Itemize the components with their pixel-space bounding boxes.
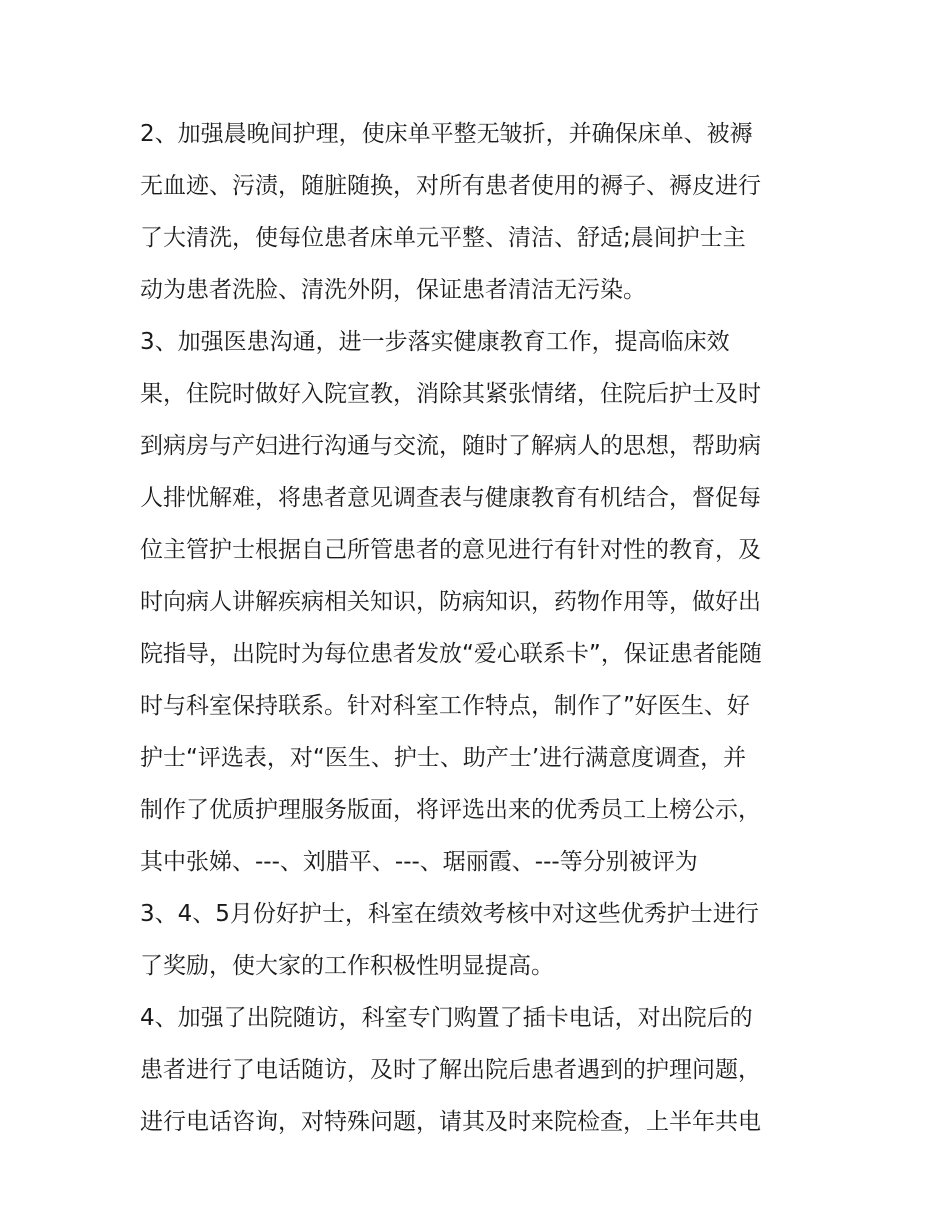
text-line: 4、加强了出院随访，科室专门购置了插卡电话，对出院后的 [140, 1005, 753, 1031]
text-line: 3、加强医患沟通，进一步落实健康教育工作，提高临床效 [140, 329, 730, 355]
text-line: 人排忧解难，将患者意见调查表与健康教育有机结合，督促每 [140, 485, 761, 511]
text-line: 无血迹、污渍，随脏随换，对所有患者使用的褥子、褥皮进行 [140, 173, 761, 199]
text-line: 2、加强晨晚间护理，使床单平整无皱折，并确保床单、被褥 [140, 121, 753, 147]
text-line: 时向病人讲解疾病相关知识，防病知识，药物作用等，做好出 [140, 589, 761, 615]
text-line: 位主管护士根据自己所管患者的意见进行有针对性的教育，及 [140, 537, 761, 563]
text-line: 制作了优质护理服务版面，将评选出来的优秀员工上榜公示， [140, 797, 761, 823]
text-line: 动为患者洗脸、清洗外阴，保证患者清洁无污染。 [140, 277, 646, 303]
text-line: 到病房与产妇进行沟通与交流，随时了解病人的思想，帮助病 [140, 433, 761, 459]
text-line: 时与科室保持联系。针对科室工作特点，制作了”好医生、好 [140, 693, 750, 719]
text-line: 其中张娣、---、刘腊平、---、琚丽霞、---等分别被评为 [140, 849, 698, 875]
text-line: 进行电话咨询，对特殊问题，请其及时来院检查，上半年共电 [140, 1109, 761, 1135]
text-line: 了大清洗，使每位患者床单元平整、清洁、舒适;晨间护士主 [140, 225, 746, 251]
text-line: 院指导，出院时为每位患者发放“爱心联系卡”，保证患者能随 [140, 641, 762, 667]
text-line: 果，住院时做好入院宣教，消除其紧张情绪，住院后护士及时 [140, 381, 761, 407]
text-line: 3、4、5月份好护士，科室在绩效考核中对这些优秀护士进行 [140, 901, 759, 927]
text-line: 护士“评选表，对“医生、护士、助产士’进行满意度调查，并 [140, 745, 747, 771]
body-text [140, 108, 830, 1148]
text-line: 患者进行了电话随访，及时了解出院后患者遇到的护理问题， [140, 1057, 761, 1083]
text-line: 了奖励，使大家的工作积极性明显提高。 [140, 953, 554, 979]
